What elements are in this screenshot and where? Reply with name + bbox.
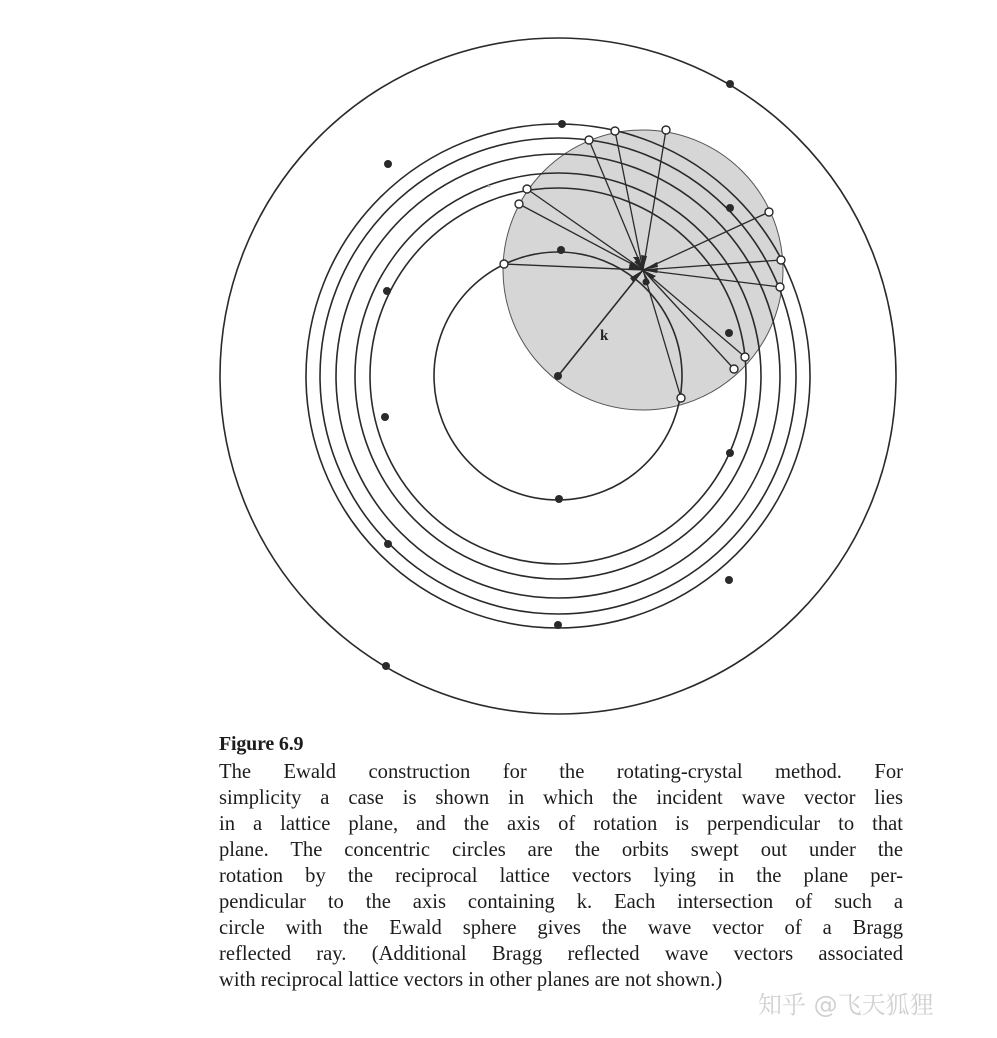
caption-line: pendicular to the axis containing k. Each intersection of such a xyxy=(219,891,903,913)
lattice-point xyxy=(383,287,391,295)
lattice-point xyxy=(554,621,562,629)
caption-line: rotation by the reciprocal lattice vectors lying in the plane per- xyxy=(219,865,903,887)
lattice-point xyxy=(384,160,392,168)
intersection-point xyxy=(523,185,531,193)
scan-speck xyxy=(488,185,491,188)
intersection-point xyxy=(585,136,593,144)
lattice-point xyxy=(643,279,650,286)
intersection-point xyxy=(765,208,773,216)
intersection-point xyxy=(777,256,785,264)
lattice-point xyxy=(725,576,733,584)
lattice-point xyxy=(726,204,734,212)
intersection-point xyxy=(776,283,784,291)
figure-caption xyxy=(219,733,903,993)
intersection-point xyxy=(741,353,749,361)
lattice-point xyxy=(555,495,563,503)
intersection-point xyxy=(730,365,738,373)
vector-k-label: k xyxy=(600,328,609,344)
caption-line: in a lattice plane, and the axis of rotation is perpendicular to that xyxy=(219,813,903,835)
caption-line: plane. The concentric circles are the orbits swept out under the xyxy=(219,839,903,861)
caption-line: circle with the Ewald sphere gives the wave vector of a Bragg xyxy=(219,917,903,939)
lattice-point xyxy=(557,246,565,254)
lattice-point xyxy=(726,449,734,457)
intersection-point xyxy=(677,394,685,402)
lattice-point xyxy=(726,80,734,88)
caption-line: with reciprocal lattice vectors in other planes are not shown.) xyxy=(219,969,723,991)
lattice-point xyxy=(381,413,389,421)
figure-label: Figure 6.9 xyxy=(219,733,304,755)
lattice-point xyxy=(554,372,562,380)
intersection-point xyxy=(515,200,523,208)
lattice-point xyxy=(382,662,390,670)
intersection-point xyxy=(611,127,619,135)
lattice-point xyxy=(725,329,733,337)
caption-line: The Ewald construction for the rotating-crystal method. For xyxy=(219,761,903,783)
lattice-point xyxy=(384,540,392,548)
caption-line: reflected ray. (Additional Bragg reflected wave vectors associated xyxy=(219,943,903,965)
intersection-point xyxy=(662,126,670,134)
lattice-point xyxy=(558,120,566,128)
watermark: 知乎 @飞天狐狸 xyxy=(758,991,934,1019)
caption-line: simplicity a case is shown in which the incident wave vector lies xyxy=(219,787,903,809)
intersection-point xyxy=(500,260,508,268)
